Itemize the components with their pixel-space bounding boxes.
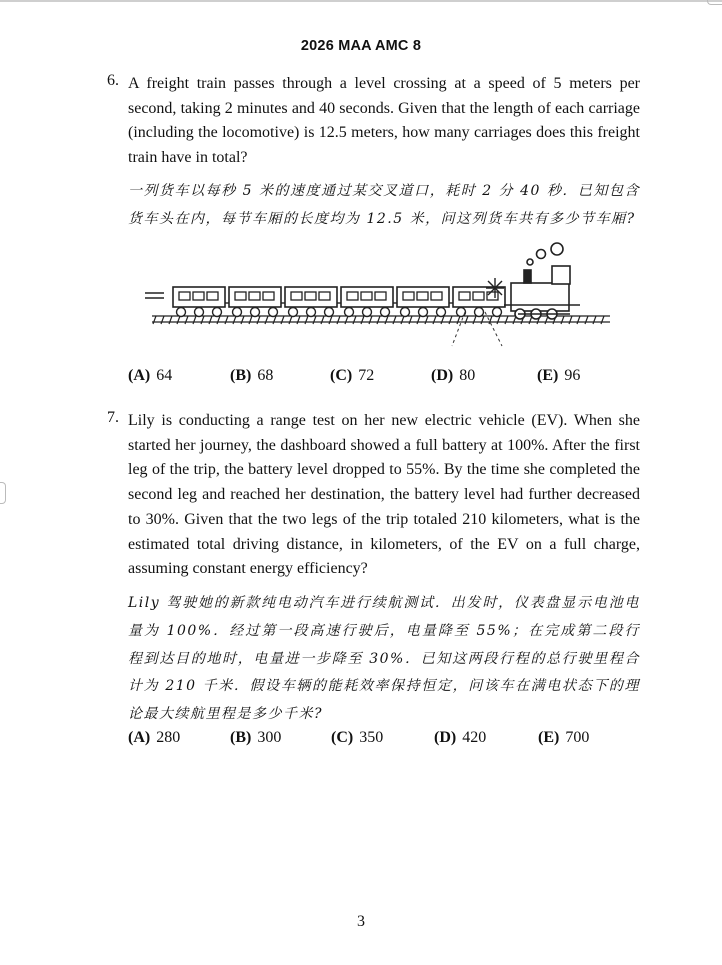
track-tie [449, 316, 452, 324]
track-tie [441, 316, 444, 324]
track-tie [409, 316, 412, 324]
choice-d[interactable]: (D) 80 [431, 367, 476, 384]
track-tie [585, 316, 588, 324]
track-tie [361, 316, 364, 324]
top-edge [0, 0, 722, 2]
track-tie [217, 316, 220, 324]
carriage-wheel [381, 308, 390, 317]
choice-c[interactable]: (C) 350 [331, 729, 384, 746]
carriage-window [487, 292, 498, 300]
track-tie [289, 316, 292, 324]
page-number: 3 [357, 913, 365, 930]
track-tie [313, 316, 316, 324]
track-tie [497, 316, 500, 324]
track-tie [473, 316, 476, 324]
carriage-window [249, 292, 260, 300]
track-tie [305, 316, 308, 324]
track-tie [481, 316, 484, 324]
track-tie [241, 316, 244, 324]
track-tie [569, 316, 572, 324]
question-6-choices [128, 367, 648, 389]
carriage [229, 287, 281, 317]
carriage-window [417, 292, 428, 300]
motion-lines [145, 293, 164, 298]
carriage [453, 287, 505, 317]
carriage-window [193, 292, 204, 300]
choice-e[interactable]: (E) 96 [537, 367, 581, 384]
carriage [285, 287, 337, 317]
track-tie [561, 316, 564, 324]
carriage-wheel [289, 308, 298, 317]
carriage-wheel [269, 308, 278, 317]
track-tie [297, 316, 300, 324]
choice-b[interactable]: (B) 68 [230, 367, 274, 384]
track-tie [593, 316, 596, 324]
track-tie [457, 316, 460, 324]
question-6-text-english: A freight train passes through a level crossing at a speed of 5 meters per second, taking 2 minutes and 40 seconds. Given that the length of each carriage (including the locomotive) is 12.5 meters, how many carriages does this freight train have in total? [128, 75, 640, 167]
carriage-window [291, 292, 302, 300]
carriage-window [361, 292, 372, 300]
crossing-star [486, 278, 504, 298]
track-tie [249, 316, 252, 324]
choice-c[interactable]: (C) 72 [330, 367, 375, 384]
question-6-number: 6. [107, 72, 119, 89]
track-tie [233, 316, 236, 324]
carriage-window [431, 292, 442, 300]
page-edge-tab [0, 482, 6, 504]
choice-d[interactable]: (D) 420 [434, 729, 487, 746]
carriage-window [375, 292, 386, 300]
track-tie [153, 316, 156, 324]
carriage-wheel [475, 308, 484, 317]
track-tie [161, 316, 164, 324]
track-tie [417, 316, 420, 324]
track-tie [401, 316, 404, 324]
choice-a[interactable]: (A) 64 [128, 367, 173, 384]
carriage-wheel [345, 308, 354, 317]
choice-e[interactable]: (E) 700 [538, 729, 590, 746]
carriage-wheel [307, 308, 316, 317]
carriage-window [263, 292, 274, 300]
track-tie [177, 316, 180, 324]
carriage-window [305, 292, 316, 300]
track-tie [345, 316, 348, 324]
track-tie [193, 316, 196, 324]
track-tie [601, 316, 604, 324]
track-tie [265, 316, 268, 324]
locomotive [504, 243, 580, 319]
track-tie [209, 316, 212, 324]
carriage-wheel [325, 308, 334, 317]
carriage-wheel [493, 308, 502, 317]
carriage-window [403, 292, 414, 300]
carriage-wheel [419, 308, 428, 317]
corner-mark [707, 0, 722, 5]
question-7-choices [128, 729, 648, 751]
track-tie [385, 316, 388, 324]
train-crossing-figure [140, 240, 620, 350]
carriage-wheel [401, 308, 410, 317]
track-tie [433, 316, 436, 324]
carriage-wheel [177, 308, 186, 317]
track-tie [257, 316, 260, 324]
track-tie [225, 316, 228, 324]
carriage-window [473, 292, 484, 300]
track-tie [273, 316, 276, 324]
page-header-title: 2026 MAA AMC 8 [300, 38, 422, 54]
track-tie [465, 316, 468, 324]
track-tie [353, 316, 356, 324]
carriage [397, 287, 449, 317]
track-tie [329, 316, 332, 324]
track-tie [321, 316, 324, 324]
track-tie [201, 316, 204, 324]
carriage [341, 287, 393, 317]
track-tie [425, 316, 428, 324]
carriage-window [459, 292, 470, 300]
carriage-wheel [437, 308, 446, 317]
track-tie [505, 316, 508, 324]
question-7-text-english: Lily is conducting a range test on her new electric vehicle (EV). When she started her journey, the dashboard showed a full battery at 100%. After the first leg of the trip, the battery level dropped to 55%. By the time she completed the second leg and reached her destination, the battery level had further decreased to 30%. Given that the two legs of the trip totaled 210 kilometers, what is the estimated total driving distance, in kilometers, of the EV on a full charge, assuming constant energy efficiency? [128, 412, 640, 578]
freight-carriages [173, 287, 505, 317]
choice-b[interactable]: (B) 300 [230, 729, 282, 746]
carriage-wheel [251, 308, 260, 317]
track-tie [377, 316, 380, 324]
carriage-window [319, 292, 330, 300]
carriage-wheel [457, 308, 466, 317]
track-tie [185, 316, 188, 324]
track-tie [281, 316, 284, 324]
choice-a[interactable]: (A) 280 [128, 729, 181, 746]
rail-track [152, 316, 610, 324]
carriage-window [179, 292, 190, 300]
question-7-text-chinese: Lily 驾驶她的新款纯电动汽车进行续航测试．出发时，仪表盘显示电池电量为 100%．经过第一段高速行驶后，电量降至 55%；在完成第二段行程到达目的地时，电量进一步降至 30%．已知这两段行程的总行驶里程合计为 210 千米．假设车辆的能耗效率保持恒定，问该车在满电状态下的理论最大续航里程是多少千米? [128, 595, 640, 723]
track-tie [393, 316, 396, 324]
carriage-window [347, 292, 358, 300]
carriage-wheel [363, 308, 372, 317]
track-tie [337, 316, 340, 324]
carriage [173, 287, 225, 317]
carriage-window [235, 292, 246, 300]
question-6-text-chinese: 一列货车以每秒 5 米的速度通过某交叉道口，耗时 2 分 40 秒．已知包含货车头在内，每节车厢的长度均为 12.5 米，问这列货车共有多少节车厢? [128, 183, 640, 227]
carriage-wheel [213, 308, 222, 317]
track-tie [369, 316, 372, 324]
carriage-wheel [195, 308, 204, 317]
track-tie [577, 316, 580, 324]
carriage-window [207, 292, 218, 300]
track-tie [169, 316, 172, 324]
question-7-number: 7. [107, 409, 119, 426]
carriage-wheel [233, 308, 242, 317]
